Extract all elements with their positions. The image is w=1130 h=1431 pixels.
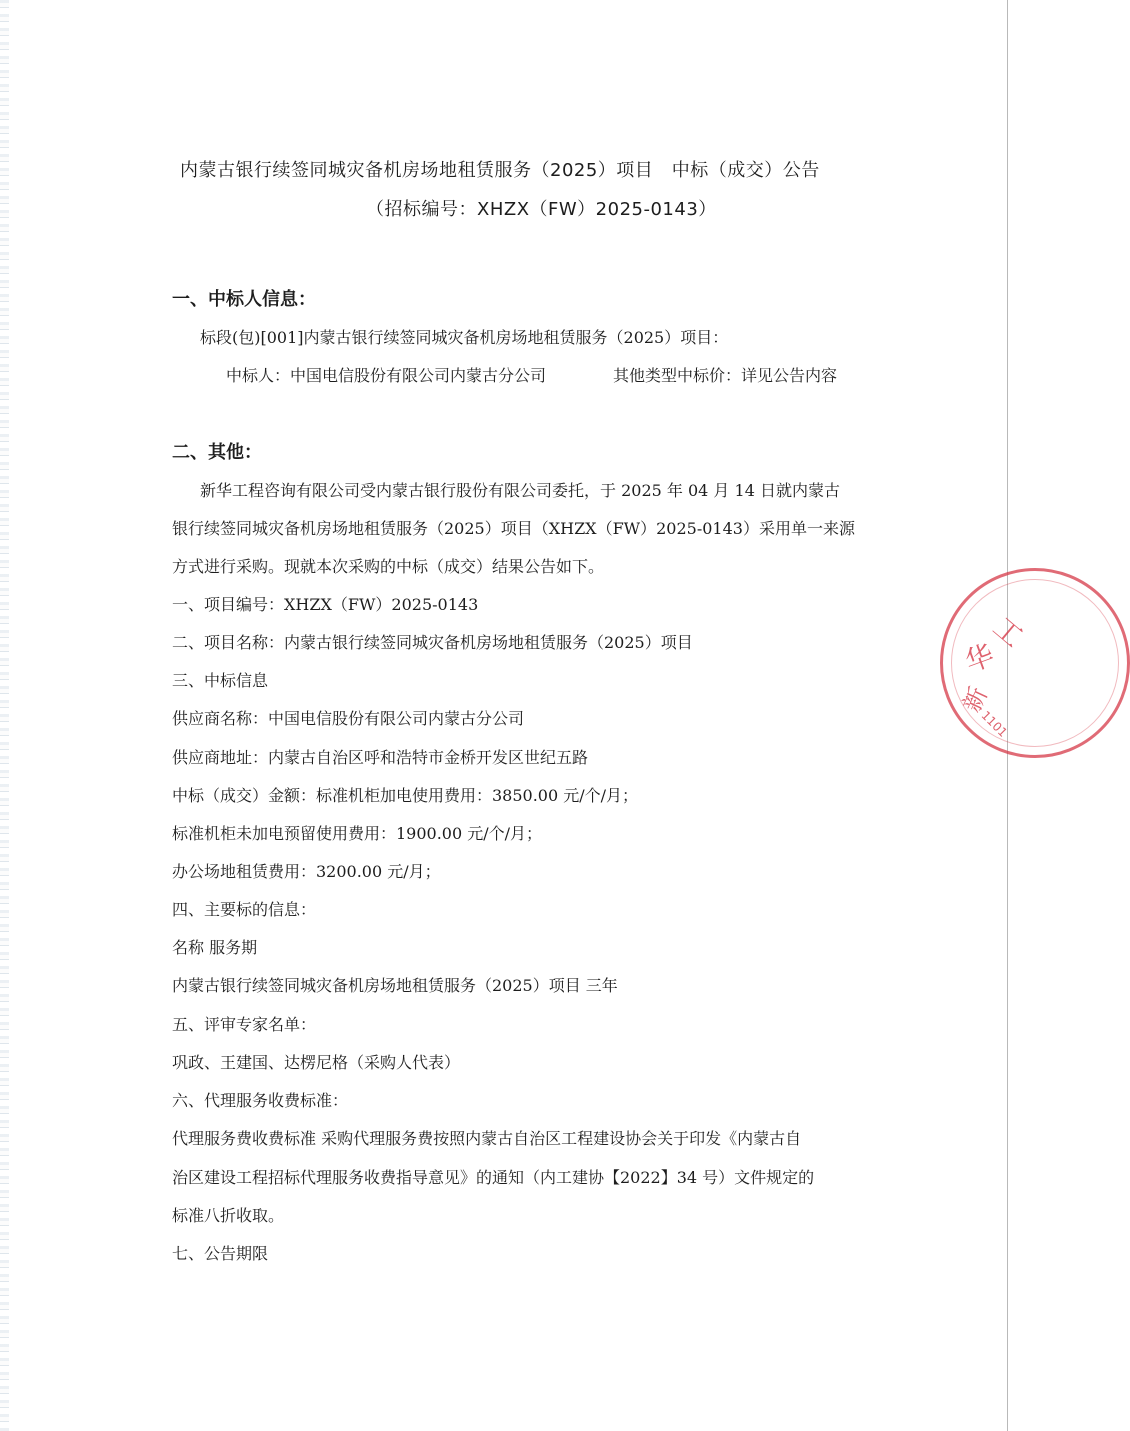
seal-glyph: 新: [957, 682, 994, 717]
section-2-heading: 二、其他：: [172, 442, 262, 463]
item-fee-standard-line: 治区建设工程招标代理服务收费指导意见》的通知（内工建协【2022】34 号）文件规定的: [172, 1168, 815, 1187]
item-supplier-name: 供应商名称：中国电信股份有限公司内蒙古分公司: [172, 709, 525, 728]
seal-glyph: 华: [960, 638, 999, 679]
section-1-heading: 一、中标人信息：: [172, 289, 316, 310]
item-office-rent: 办公场地租赁费用：3200.00 元/月；: [172, 862, 441, 881]
item-subject-table-header: 名称 服务期: [172, 938, 258, 957]
section-2-paragraph-line: 方式进行采购。现就本次采购的中标（成交）结果公告如下。: [172, 557, 605, 576]
item-main-subject-heading: 四、主要标的信息：: [172, 900, 317, 919]
item-experts-heading: 五、评审专家名单：: [172, 1015, 317, 1034]
section-2-paragraph-line: 银行续签同城灾备机房场地租赁服务（2025）项目（XHZX（FW）2025-0143）采用单一来源: [172, 519, 855, 538]
document-title-line-2: （招标编号：XHZX（FW）2025-0143）: [366, 199, 717, 220]
item-reserved-fee: 标准机柜未加电预留使用费用：1900.00 元/个/月；: [172, 824, 543, 843]
item-project-number: 一、项目编号：XHZX（FW）2025-0143: [172, 595, 479, 614]
seal-glyph: 工: [986, 610, 1030, 654]
item-notice-period-heading: 七、公告期限: [172, 1244, 269, 1263]
item-supplier-address: 供应商地址：内蒙古自治区呼和浩特市金桥开发区世纪五路: [172, 748, 589, 767]
scan-edge-left: [0, 0, 9, 1431]
item-project-name: 二、项目名称：内蒙古银行续签同城灾备机房场地租赁服务（2025）项目: [172, 633, 693, 652]
section-1-winner: 中标人：中国电信股份有限公司内蒙古分公司: [226, 366, 547, 385]
section-2-paragraph-line: 新华工程咨询有限公司受内蒙古银行股份有限公司委托，于 2025 年 04 月 14 日就内蒙古: [200, 481, 840, 500]
item-award-amount: 中标（成交）金额：标准机柜加电使用费用：3850.00 元/个/月；: [172, 786, 639, 805]
item-fee-standard-heading: 六、代理服务收费标准：: [172, 1091, 349, 1110]
item-fee-standard-line: 标准八折收取。: [172, 1206, 285, 1225]
item-fee-standard-line: 代理服务费收费标准 采购代理服务费按照内蒙古自治区工程建设协会关于印发《内蒙古自: [172, 1129, 802, 1148]
section-1-lot: 标段(包)[001]内蒙古银行续签同城灾备机房场地租赁服务（2025）项目：: [200, 328, 729, 347]
item-experts-list: 巩政、王建国、达楞尼格（采购人代表）: [172, 1053, 461, 1072]
document-title-line-1: 内蒙古银行续签同城灾备机房场地租赁服务（2025）项目 中标（成交）公告: [180, 160, 820, 181]
seal-glyph: 1101: [978, 708, 1011, 740]
item-award-info-heading: 三、中标信息: [172, 671, 269, 690]
section-1-price: 其他类型中标价：详见公告内容: [613, 366, 838, 385]
item-subject-table-row: 内蒙古银行续签同城灾备机房场地租赁服务（2025）项目 三年: [172, 976, 618, 995]
company-seal-stamp: [940, 568, 1130, 758]
